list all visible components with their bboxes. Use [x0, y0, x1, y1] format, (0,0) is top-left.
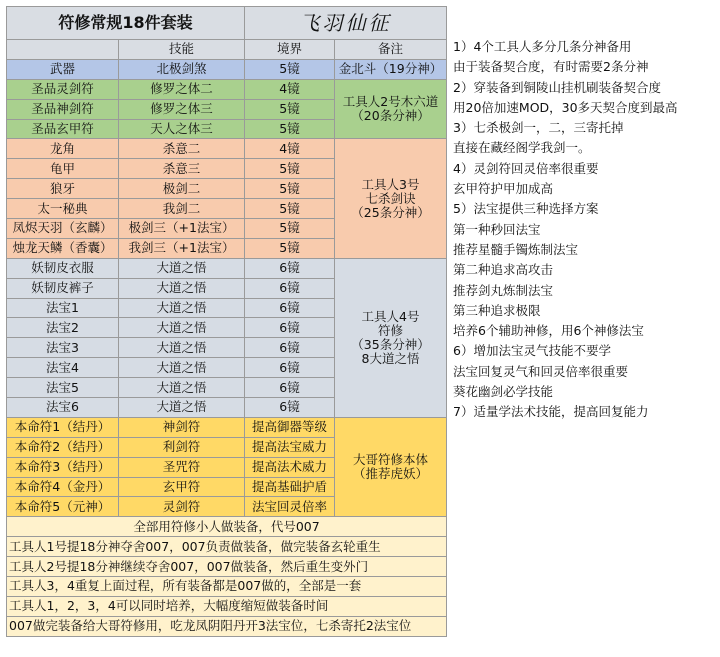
bottom-note: 工具人2号提18分神继续夺舍007，007做装备，然后重生变外门 [7, 557, 447, 577]
group-note-line: 符修 [377, 322, 403, 338]
item-realm: 6镜 [245, 258, 335, 278]
table-title: 符修常规18件套装 [7, 7, 245, 40]
group-note-line: （推荐虎妖） [352, 466, 428, 482]
note-line: 第二种追求高攻击 [453, 262, 554, 278]
bottom-note: 全部用符修小人做装备，代号007 [7, 517, 447, 537]
note-line: 6）增加法宝灵气技能不要学 [453, 343, 611, 359]
bottom-note: 工具人1号提18分神夺舍007，007负责做装备，做完装备玄轮重生 [7, 537, 447, 557]
item-skill: 杀意二 [119, 139, 245, 159]
salmon-row [7, 139, 447, 159]
item-skill: 大道之悟 [119, 398, 245, 418]
item-name: 龙角 [7, 139, 119, 159]
gold-row [7, 417, 447, 437]
item-name: 法宝4 [7, 358, 119, 378]
item-name: 圣品神剑符 [7, 99, 119, 119]
item-realm: 5镜 [245, 99, 335, 119]
weapon-remark: 金北斗（19分神） [335, 59, 447, 79]
item-name: 法宝1 [7, 298, 119, 318]
item-name: 狼牙 [7, 179, 119, 199]
bottom-note: 工具人1，2，3，4可以同时培养，大幅度缩短做装备时间 [7, 596, 447, 616]
gray-row [7, 258, 447, 278]
item-name: 本命符4（金丹） [7, 477, 119, 497]
item-effect: 提高御器等级 [245, 417, 335, 437]
item-name: 烛龙天鳞（香囊） [7, 238, 119, 258]
item-realm: 4镜 [245, 139, 335, 159]
item-skill: 灵剑符 [119, 497, 245, 517]
notes-column [453, 37, 717, 423]
weapon-skill: 北极剑煞 [119, 59, 245, 79]
note-line: 培养6个辅助神修，用6个神修法宝 [453, 323, 644, 339]
note-line: 第一种秒回法宝 [453, 221, 541, 237]
item-skill: 杀意三 [119, 159, 245, 179]
group-note-toolman-2 [335, 79, 447, 139]
item-skill: 圣咒符 [119, 457, 245, 477]
item-skill: 玄甲符 [119, 477, 245, 497]
item-skill: 利剑符 [119, 437, 245, 457]
header-blank [7, 40, 119, 60]
note-line: 5）法宝提供三种选择方案 [453, 201, 599, 217]
item-skill: 大道之悟 [119, 258, 245, 278]
item-skill: 大道之悟 [119, 278, 245, 298]
weapon-row [7, 59, 447, 79]
item-name: 龟甲 [7, 159, 119, 179]
item-realm: 5镜 [245, 199, 335, 219]
item-skill: 大道之悟 [119, 298, 245, 318]
item-realm: 6镜 [245, 398, 335, 418]
item-name: 法宝6 [7, 398, 119, 418]
item-name: 本命符5（元神） [7, 497, 119, 517]
header-realm: 境界 [245, 40, 335, 60]
item-name: 法宝5 [7, 378, 119, 398]
item-name: 法宝3 [7, 338, 119, 358]
item-skill: 神剑符 [119, 417, 245, 437]
calligraphy-logo: 飞羽仙征 [245, 7, 447, 40]
green-row [7, 79, 447, 99]
item-effect: 提高基础护盾 [245, 477, 335, 497]
note-line: 推荐剑丸炼制法宝 [453, 282, 554, 298]
item-skill: 大道之悟 [119, 378, 245, 398]
group-note-line: （20条分神） [351, 108, 430, 124]
group-note-line: 七杀剑诀 [365, 190, 416, 206]
group-note-main-character [335, 417, 447, 516]
item-realm: 6镜 [245, 318, 335, 338]
group-note-line: 大哥符修本体 [352, 452, 428, 468]
note-line: 3）七杀极剑一，二，三寄托掉 [453, 120, 624, 136]
item-realm: 6镜 [245, 338, 335, 358]
bottom-note: 工具人3，4重复上面过程，所有装备都是007做的，全部是一套 [7, 577, 447, 597]
item-skill: 修罗之体二 [119, 79, 245, 99]
weapon-name: 武器 [7, 59, 119, 79]
item-skill: 极剑二 [119, 179, 245, 199]
item-effect: 提高法宝威力 [245, 437, 335, 457]
item-skill: 我剑三（+1法宝） [119, 238, 245, 258]
item-realm: 6镜 [245, 358, 335, 378]
group-note-line: （35条分神） [351, 336, 430, 352]
group-note-line: 工具人3号 [361, 176, 420, 192]
item-name: 本命符2（结丹） [7, 437, 119, 457]
header-skill: 技能 [119, 40, 245, 60]
item-name: 妖韧皮裤子 [7, 278, 119, 298]
note-line: 直接在藏经阁学我剑一。 [453, 140, 591, 156]
equipment-table [6, 6, 447, 637]
header-remark: 备注 [335, 40, 447, 60]
note-line: 第三种追求极限 [453, 302, 541, 318]
item-skill: 天人之体三 [119, 119, 245, 139]
item-name: 圣品灵剑符 [7, 79, 119, 99]
item-name: 圣品玄甲符 [7, 119, 119, 139]
group-note-line: 工具人4号 [361, 308, 420, 324]
group-note-line: （25条分神） [351, 204, 430, 220]
item-realm: 5镜 [245, 179, 335, 199]
group-note-line: 工具人2号木六道 [342, 94, 439, 110]
item-realm: 4镜 [245, 79, 335, 99]
item-name: 法宝2 [7, 318, 119, 338]
item-skill: 修罗之体三 [119, 99, 245, 119]
item-effect: 法宝回灵倍率 [245, 497, 335, 517]
item-realm: 6镜 [245, 278, 335, 298]
item-skill: 极剑三（+1法宝） [119, 219, 245, 239]
note-line: 葵花幽剑必学技能 [453, 384, 554, 400]
item-name: 妖韧皮衣服 [7, 258, 119, 278]
item-effect: 提高法术威力 [245, 457, 335, 477]
item-name: 太一秘典 [7, 199, 119, 219]
note-line: 2）穿装备到铜陵山挂机刷装备契合度 [453, 79, 661, 95]
group-note-toolman-3 [335, 139, 447, 258]
note-line: 推荐星髓手镯炼制法宝 [453, 241, 579, 257]
weapon-realm: 5镜 [245, 59, 335, 79]
note-line: 4）灵剑符回灵倍率很重要 [453, 160, 599, 176]
note-line: 玄甲符护甲加成高 [453, 181, 554, 197]
group-note-line: 8大道之悟 [361, 350, 420, 366]
item-realm: 5镜 [245, 238, 335, 258]
item-name: 凤烬天羽（玄麟） [7, 219, 119, 239]
note-line: 由于装备契合度，有时需要2条分神 [453, 59, 649, 75]
item-skill: 大道之悟 [119, 318, 245, 338]
item-realm: 6镜 [245, 298, 335, 318]
item-skill: 大道之悟 [119, 338, 245, 358]
item-realm: 5镜 [245, 119, 335, 139]
note-line: 用20倍加速MOD，30多天契合度到最高 [453, 99, 678, 115]
group-note-toolman-4 [335, 258, 447, 417]
note-line: 7）适量学法术技能，提高回复能力 [453, 404, 649, 420]
item-name: 本命符1（结丹） [7, 417, 119, 437]
item-name: 本命符3（结丹） [7, 457, 119, 477]
bottom-note: 007做完装备给大哥符修用，吃龙凤阴阳丹开3法宝位，七杀寄托2法宝位 [7, 616, 447, 636]
item-skill: 大道之悟 [119, 358, 245, 378]
item-skill: 我剑二 [119, 199, 245, 219]
note-line: 1）4个工具人多分几条分神备用 [453, 39, 632, 54]
note-line: 法宝回复灵气和回灵倍率很重要 [453, 363, 629, 379]
item-realm: 5镜 [245, 219, 335, 239]
item-realm: 6镜 [245, 378, 335, 398]
item-realm: 5镜 [245, 159, 335, 179]
